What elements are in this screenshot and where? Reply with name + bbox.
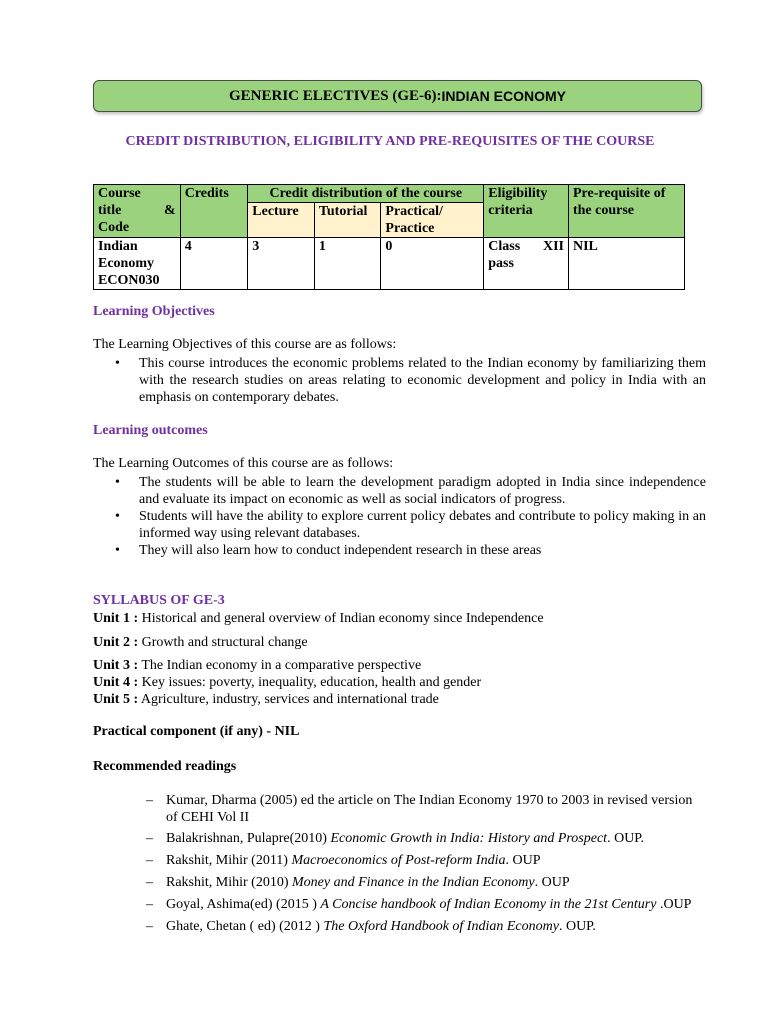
cell-credits: 4 [180,238,248,290]
reading-item: – Rakshit, Mihir (2011) Macroeconomics of Post-reform India. OUP [146,852,706,869]
outcomes-title: Learning outcomes [93,423,208,438]
unit-item: Unit 5 : Agriculture, industry, services and international trade [93,692,439,707]
unit-item: Unit 2 : Growth and structural change [93,635,308,650]
cell-prerequisite: NIL [568,238,684,290]
course-title-banner [93,80,702,112]
table-row [94,238,685,290]
cell-eligibility: Class XII pass [484,238,569,290]
readings-list [146,792,706,935]
objectives-intro: The Learning Objectives of this course are as follows: [93,337,397,352]
practical-component: Practical component (if any) - NIL [93,724,300,739]
header-distribution: Credit distribution of the course [248,185,484,203]
header-practical: Practical/ Practice [381,203,484,238]
list-item: • They will also learn how to conduct independent research in these areas [93,542,706,559]
header-course: Course title & Code [94,185,181,238]
reading-item: – Ghate, Chetan ( ed) (2012 ) The Oxford Handbook of Indian Economy. OUP. [146,918,706,935]
reading-item: – Rakshit, Mihir (2010) Money and Finance in the Indian Economy. OUP [146,874,706,891]
cell-lecture: 3 [248,238,315,290]
list-item: • This course introduces the economic problems related to the Indian economy by familiarizing them with the research studies on areas relating to economic development and policy in India with an emphasis on contemporary debates. [93,355,706,406]
objectives-title: Learning Objectives [93,304,215,319]
banner-title-sep: ): [431,87,442,104]
header-lecture: Lecture [248,203,315,238]
list-item: • The students will be able to learn the development paradigm adopted in India since independence and evaluate its impact on economic as well as social indicators of progress. [93,474,706,508]
header-tutorial: Tutorial [314,203,381,238]
unit-item: Unit 1 : Historical and general overview of Indian economy since Independence [93,611,544,626]
objectives-list [93,355,706,406]
credit-table [93,184,685,290]
syllabus-units [93,610,544,708]
readings-title: Recommended readings [93,759,237,774]
header-prerequisite: Pre-requisite of the course [568,185,684,238]
reading-item: – Balakrishnan, Pulapre(2010) Economic Growth in India: History and Prospect. OUP. [146,830,706,847]
unit-item: Unit 4 : Key issues: poverty, inequality, education, health and gender [93,675,482,690]
syllabus-title: SYLLABUS OF GE-3 [93,593,225,608]
reading-item: – Goyal, Ashima(ed) (2015 ) A Concise handbook of Indian Economy in the 21st Century .OUP [146,896,706,913]
list-item: • Students will have the ability to explore current policy debates and contribute to policy making in an informed way using relevant databases. [93,508,706,542]
outcomes-list [93,474,706,559]
credit-heading: CREDIT DISTRIBUTION, ELIGIBILITY AND PRE-REQUISITES OF THE COURSE [125,134,655,149]
cell-practical: 0 [381,238,484,290]
header-eligibility: Eligibility criteria [484,185,569,238]
table-header-row [94,185,685,203]
unit-item: Unit 3 : The Indian economy in a comparative perspective [93,658,422,673]
cell-tutorial: 1 [314,238,381,290]
reading-item: – Kumar, Dharma (2005) ed the article on The Indian Economy 1970 to 2003 in revised version of CEHI Vol II [146,792,706,826]
outcomes-intro: The Learning Outcomes of this course are as follows: [93,456,394,471]
header-credits: Credits [180,185,248,238]
cell-course: Indian Economy ECON030 [94,238,181,290]
banner-title-suffix: INDIAN ECONOMY [441,88,566,104]
banner-title-prefix: GENERIC ELECTIVES (GE-6 [229,87,432,104]
